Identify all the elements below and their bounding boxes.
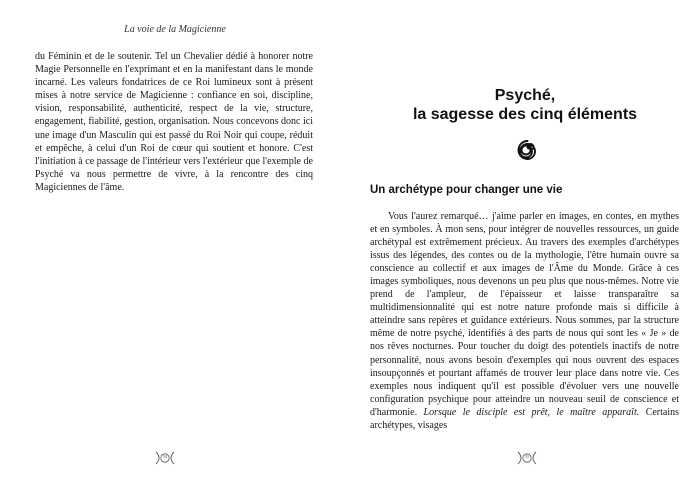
folio-ornament-left <box>154 450 176 466</box>
body-text-end: Certains archétypes, visages <box>370 406 680 431</box>
chapter-title <box>350 86 700 124</box>
left-paragraph: du Féminin et de le soutenir. Tel un Chevalier dédié à honorer notre Magie Personnelle en l'exprimant et en la manifestant dans le monde incarné. Les valeurs fondatrices de ce Roi lumineux sont à présent mises à notre service de Magicienne : confiance en soi, discipline, vision, responsabilité, authenticité, respect de la vie, structure, engagement, fiabilité, gestion, organisation. Nous concevons donc ici une image d'un Masculin qui est passé du Roi Noir qui coupe, réduit et empêche, à celui d'un Roi de cœur qui soutient et honore. C'est l'initiation à ce passage de l'intérieur vers l'extérieur que l'exemple de Psyché va nous permettre de vivre, à la rencontre des cinq Magiciennes de l'âme. <box>35 51 313 193</box>
chapter-title-line2: la sagesse des cinq éléments <box>412 106 638 123</box>
body-text-italic: Lorsque le disciple est prêt, le maître apparaît. <box>423 406 640 418</box>
page-number-left: 54 <box>163 454 167 459</box>
folio-ornament-right <box>516 450 538 466</box>
section-heading: Un archétype pour changer une vie <box>370 184 563 196</box>
page-number-right: 55 <box>525 454 529 459</box>
spiral-icon <box>516 134 542 160</box>
right-page-text <box>370 210 679 432</box>
right-paragraph <box>370 210 679 432</box>
right-page <box>350 0 700 490</box>
running-header: La voie de la Magicienne <box>124 24 226 35</box>
body-text-main: Vous l'aurez remarqué… j'aime parler en images, en contes, en mythes et en symboles. À mon sens, pour intégrer de nouvelles ressources, un guide archétypal est extrêmement précieux. Au travers des exemples d'archétypes issus des légendes, des contes ou de la mythologie, l'être humain ouvre sa conscience au collectif et aux images de l'Âme du Monde. Grâce à ces images symboliques, nous devenons un peu plus que nous-mêmes. Notre vie prend de l'ampleur, de l'épaisseur et laisse transparaître sa multidimensionnalité qui est notre nature profonde mais si difficile à atteindre sans repères et guidance extérieurs. Nous sommes, par la structure même de notre psyché, identifiés à des parts de nous qui sont les « Je » de nos rêves nocturnes. Pour toucher du doigt des potentiels inactifs de notre personnalité, nous avons besoin d'exemples qui nous ouvrent des espaces insoupçonnés et pourtant affamés de trouver leur place dans notre vie. Ces exemples nous indiquent qu'il est possible d'évoluer vers une nouvelle configuration psychique pour atteindre un nouveau seuil de conscience et d'harmonie. <box>370 211 679 418</box>
chapter-title-line1: Psyché, <box>494 87 556 104</box>
left-page-text <box>35 50 313 194</box>
